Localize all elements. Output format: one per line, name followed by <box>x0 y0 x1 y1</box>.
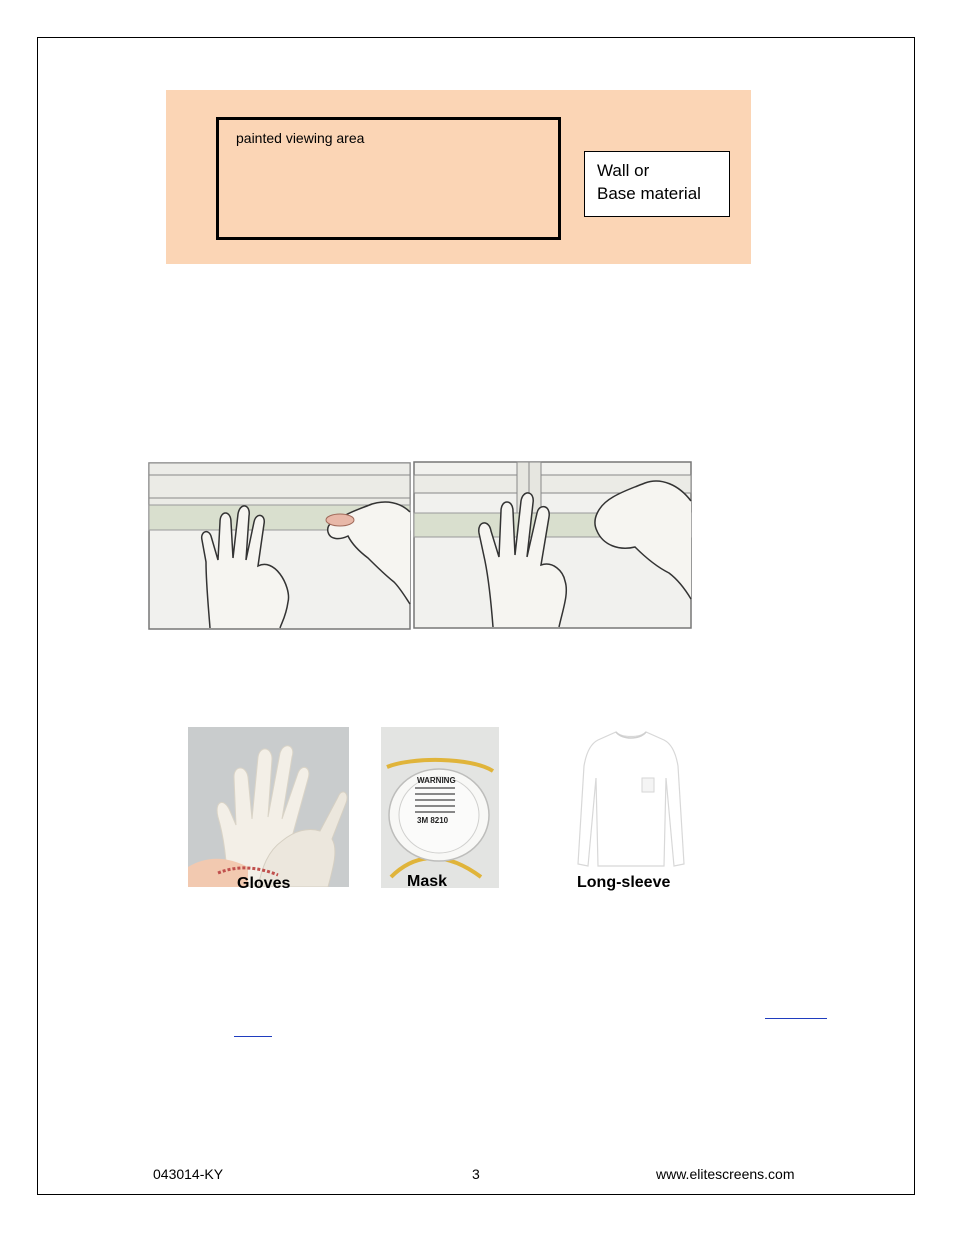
long-sleeve-image <box>576 726 686 871</box>
mask-image <box>381 727 499 888</box>
wall-label-line2: Base material <box>597 184 701 203</box>
mask-warning-text: WARNING <box>417 776 456 785</box>
gloves-label: Gloves <box>237 875 291 892</box>
long-sleeve-label: Long-sleeve <box>577 874 671 891</box>
hyperlink-underline-1[interactable] <box>765 1018 827 1019</box>
hyperlink-underline-2[interactable] <box>234 1036 272 1037</box>
gloves-icon <box>188 727 349 887</box>
painted-viewing-area <box>216 117 561 240</box>
footer-doc-code: 043014-KY <box>153 1166 224 1182</box>
wall-diagram <box>166 90 751 264</box>
mask-icon <box>381 727 499 888</box>
viewing-area-label: painted viewing area <box>236 130 365 146</box>
hand-applying-tape-icon <box>148 462 411 630</box>
long-sleeve-shirt-icon <box>576 726 686 871</box>
footer-website: www.elitescreens.com <box>656 1166 795 1182</box>
wall-label-box <box>584 151 730 217</box>
mask-model-text: 3M 8210 <box>417 816 449 825</box>
tape-application-illustration-left <box>148 462 411 630</box>
tape-application-illustration-right <box>413 461 692 629</box>
footer-page-number: 3 <box>472 1166 480 1182</box>
hand-pressing-tape-corner-icon <box>413 461 692 629</box>
wall-label-line1: Wall or <box>597 161 650 180</box>
gloves-image <box>188 727 349 887</box>
mask-label: Mask <box>407 873 448 890</box>
